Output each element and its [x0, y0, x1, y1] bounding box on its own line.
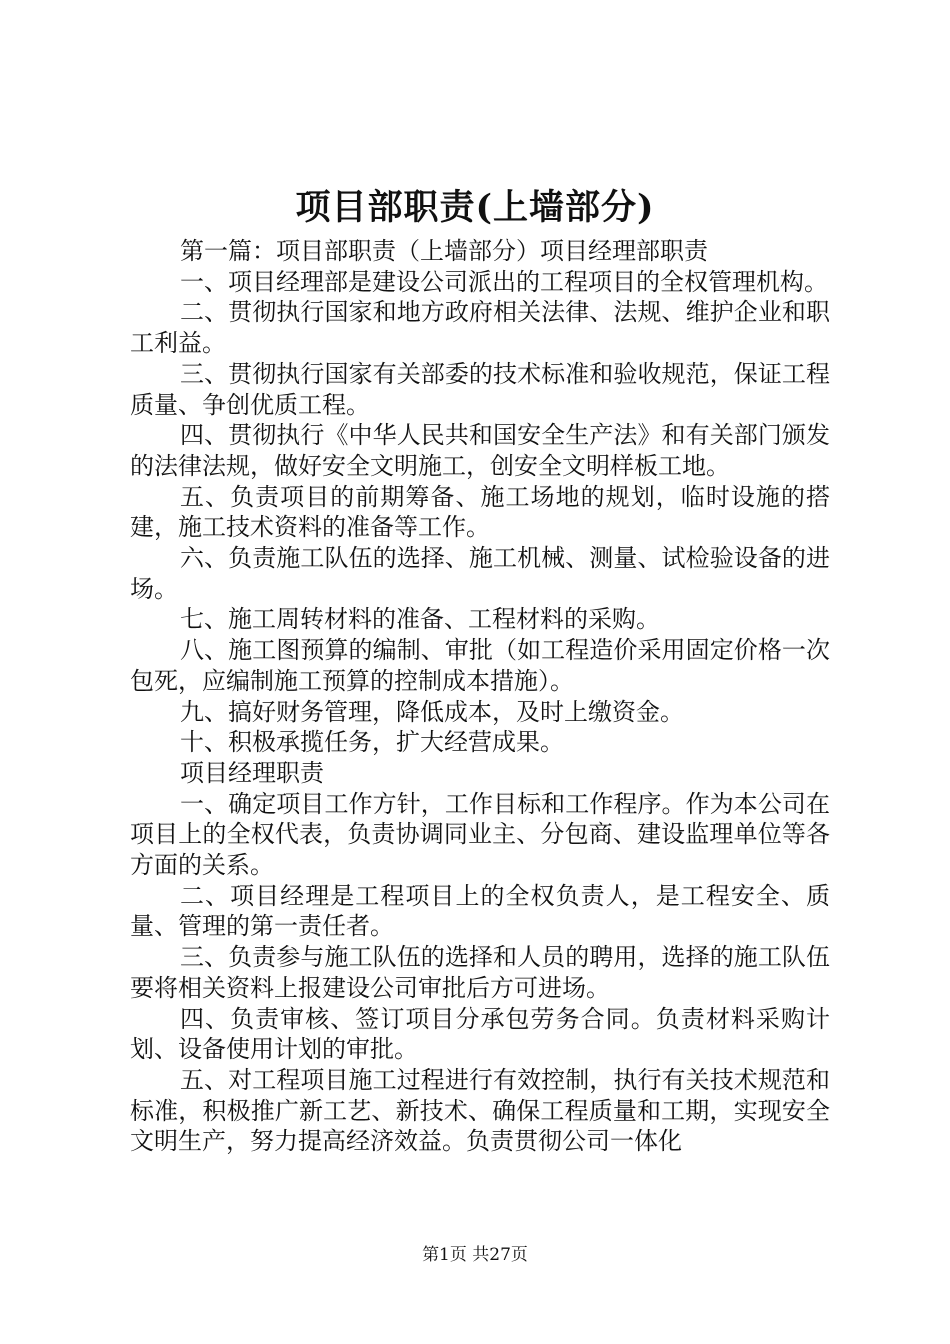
page-title: 项目部职责(上墙部分) — [295, 187, 655, 228]
paragraph-5: 四、贯彻执行《中华人民共和国安全生产法》和有关部门颁发的法律法规，做好安全文明施工，创安全文明样板工地。 — [130, 421, 830, 480]
page-footer: 第1页 共27页 — [422, 1245, 528, 1265]
paragraph-1: 第一篇：项目部职责（上墙部分）项目经理部职责 — [180, 237, 708, 265]
paragraph-2: 一、项目经理部是建设公司派出的工程项目的全权管理机构。 — [180, 267, 828, 296]
paragraph-8: 七、施工周转材料的准备、工程材料的采购。 — [180, 605, 660, 634]
paragraph-9: 八、施工图预算的编制、审批（如工程造价采用固定价格一次包死，应编制施工预算的控制成本措施）。 — [130, 636, 830, 695]
paragraph-16: 四、负责审核、签订项目分承包劳务合同。负责材料采购计划、设备使用计划的审批。 — [130, 1004, 830, 1064]
paragraph-6: 五、负责项目的前期筹备、施工场地的规划，临时设施的搭建，施工技术资料的准备等工作。 — [130, 482, 830, 542]
paragraph-14: 二、项目经理是工程项目上的全权负责人，是工程安全、质量、管理的第一责任者。 — [130, 881, 830, 941]
paragraph-15: 三、负责参与施工队伍的选择和人员的聘用，选择的施工队伍要将相关资料上报建设公司审批后方可进场。 — [130, 943, 830, 1002]
paragraph-10: 九、搞好财务管理，降低成本，及时上缴资金。 — [180, 697, 684, 726]
document-body — [130, 236, 830, 1157]
paragraph-3: 二、贯彻执行国家和地方政府相关法律、法规、维护企业和职工利益。 — [130, 298, 830, 358]
paragraph-7: 六、负责施工队伍的选择、施工机械、测量、试检验设备的进场。 — [130, 544, 830, 603]
paragraph-11: 十、积极承揽任务，扩大经营成果。 — [180, 728, 564, 757]
paragraph-4: 三、贯彻执行国家有关部委的技术标准和验收规范，保证工程质量、争创优质工程。 — [130, 359, 830, 419]
paragraph-17: 五、对工程项目施工过程进行有效控制，执行有关技术规范和标准，积极推广新工艺、新技术、确保工程质量和工期，实现安全文明生产，努力提高经济效益。负责贯彻公司一体化 — [130, 1065, 830, 1156]
paragraph-13: 一、确定项目工作方针，工作目标和工作程序。作为本公司在项目上的全权代表，负责协调同业主、分包商、建设监理单位等各方面的关系。 — [130, 789, 830, 880]
section-heading: 项目经理职责 — [180, 758, 324, 787]
